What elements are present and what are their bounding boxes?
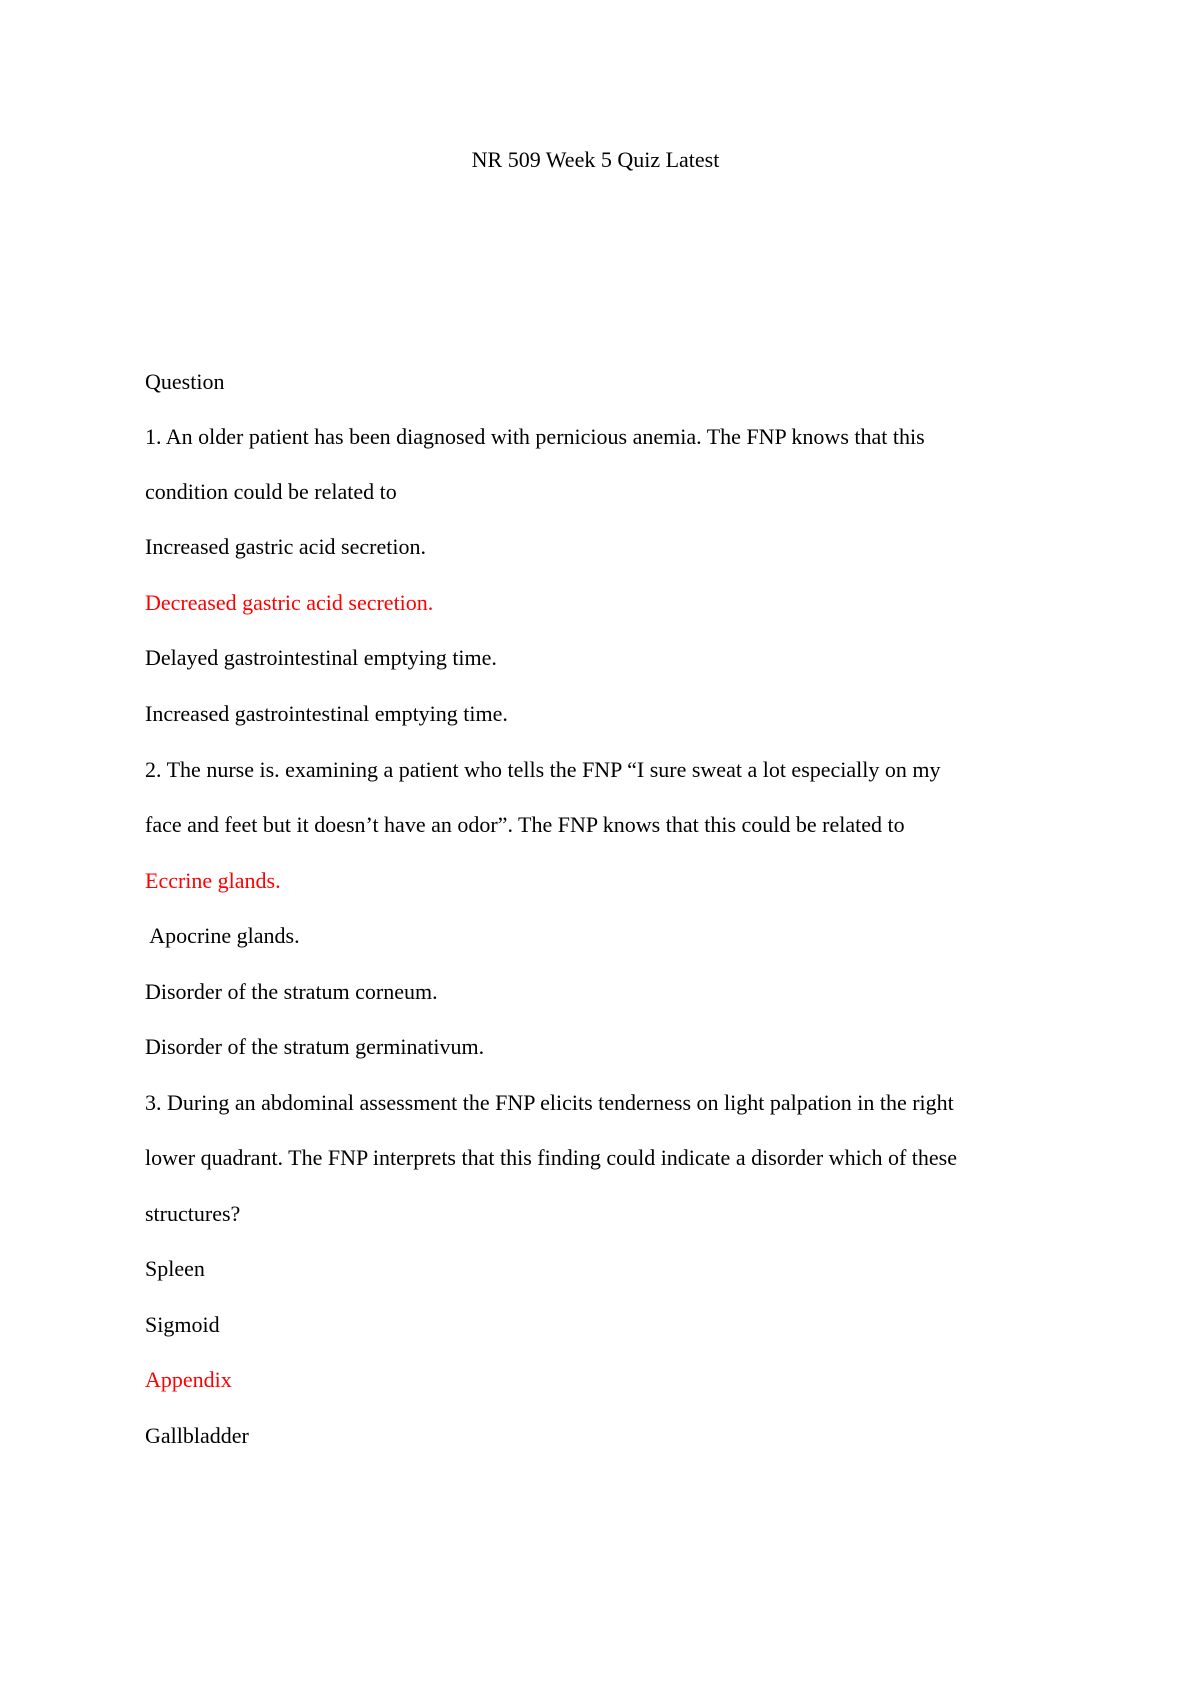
document-title: NR 509 Week 5 Quiz Latest: [471, 147, 720, 172]
question-1-stem-line-2: condition could be related to: [145, 479, 397, 504]
question-3-stem-line-2: lower quadrant. The FNP interprets that this finding could indicate a disorder which of these: [145, 1145, 957, 1170]
question-1-number: 1.: [145, 424, 162, 449]
question-3-stem-text: During an abdominal assessment the FNP elicits tenderness on light palpation in the right: [167, 1090, 954, 1115]
question-1-option-c: Delayed gastrointestinal emptying time.: [145, 645, 497, 670]
question-heading: Question: [145, 369, 225, 394]
question-3-number: 3.: [145, 1090, 162, 1115]
question-2-option-b: Apocrine glands.: [145, 923, 300, 948]
question-2-number: 2.: [145, 757, 162, 782]
question-1-stem-line-1: [145, 422, 925, 452]
question-1-option-b-correct: Decreased gastric acid secretion.: [145, 590, 434, 615]
question-3-stem-line-3: structures?: [145, 1201, 241, 1226]
question-2-option-c: Disorder of the stratum corneum.: [145, 979, 438, 1004]
question-3-stem-line-1: [145, 1088, 954, 1118]
question-1-option-d: Increased gastrointestinal emptying time.: [145, 701, 508, 726]
question-2-option-a-correct: Eccrine glands.: [145, 868, 281, 893]
question-1-stem-text: An older patient has been diagnosed with pernicious anemia. The FNP knows that this: [165, 424, 925, 449]
question-3-option-b: Sigmoid: [145, 1312, 220, 1337]
question-2-stem-line-1: [145, 755, 941, 785]
question-3-option-a: Spleen: [145, 1256, 205, 1281]
question-3-option-c-correct: Appendix: [145, 1367, 232, 1392]
question-1-option-a: Increased gastric acid secretion.: [145, 534, 426, 559]
question-2-stem-text: The nurse is. examining a patient who tells the FNP “I sure sweat a lot especially on my: [166, 757, 941, 782]
question-2-option-d: Disorder of the stratum germinativum.: [145, 1034, 485, 1059]
question-3-option-d: Gallbladder: [145, 1423, 249, 1448]
question-2-stem-line-2: face and feet but it doesn’t have an odor”. The FNP knows that this could be related to: [145, 812, 905, 837]
